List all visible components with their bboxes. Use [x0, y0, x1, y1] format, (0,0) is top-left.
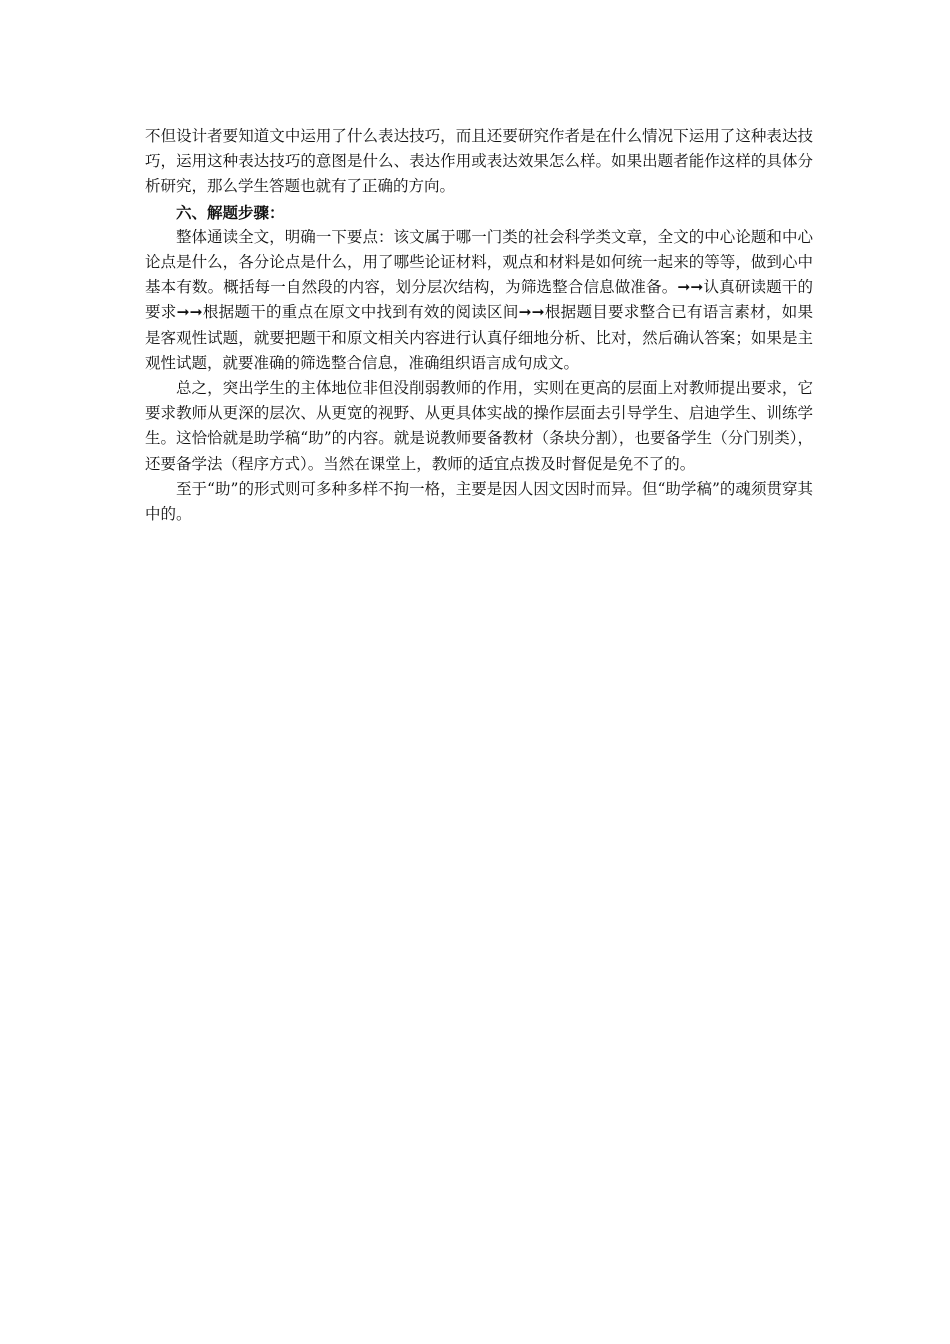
document-body: [145, 124, 813, 527]
paragraph-solving-steps: 整体通读全文，明确一下要点：该文属于哪一门类的社会科学类文章，全文的中心论题和中心论点是什么，各分论点是什么，用了哪些论证材料，观点和材料是如何统一起来的等等，做到心中基本有数。概括每一自然段的内容，划分层次结构，为筛选整合信息做准备。➞➞认真研读题干的要求➞➞根据题干的重点在原文中找到有效的阅读区间➞➞根据题目要求整合已有语言素材，如果是客观性试题，就要把题干和原文相关内容进行认真仔细地分析、比对，然后确认答案；如果是主观性试题，就要准确的筛选整合信息，准确组织语言成句成文。: [145, 227, 813, 372]
paragraph-summary: 总之，突出学生的主体地位非但没削弱教师的作用，实则在更高的层面上对教师提出要求，它要求教师从更深的层次、从更宽的视野、从更具体实战的操作层面去引导学生、启迪学生、训练学生。这恰恰就是助学稿“助”的内容。就是说教师要备教材（条块分割），也要备学生（分门别类），还要备学法（程序方式）。当然在课堂上，教师的适宜点拨及时督促是免不了的。: [145, 379, 813, 473]
paragraph-expression-techniques: 不但设计者要知道文中运用了什么表达技巧，而且还要研究作者是在什么情况下运用了这种表达技巧，运用这种表达技巧的意图是什么、表达作用或表达效果怎么样。如果出题者能作这样的具体分析研究，那么学生答题也就有了正确的方向。: [145, 127, 813, 196]
paragraph-conclusion: 至于“助”的形式则可多种多样不拘一格，主要是因人因文因时而异。但“助学稿”的魂须贯穿其中的。: [145, 479, 813, 524]
section-heading-solving-steps: 六、解题步骤：: [176, 202, 285, 222]
